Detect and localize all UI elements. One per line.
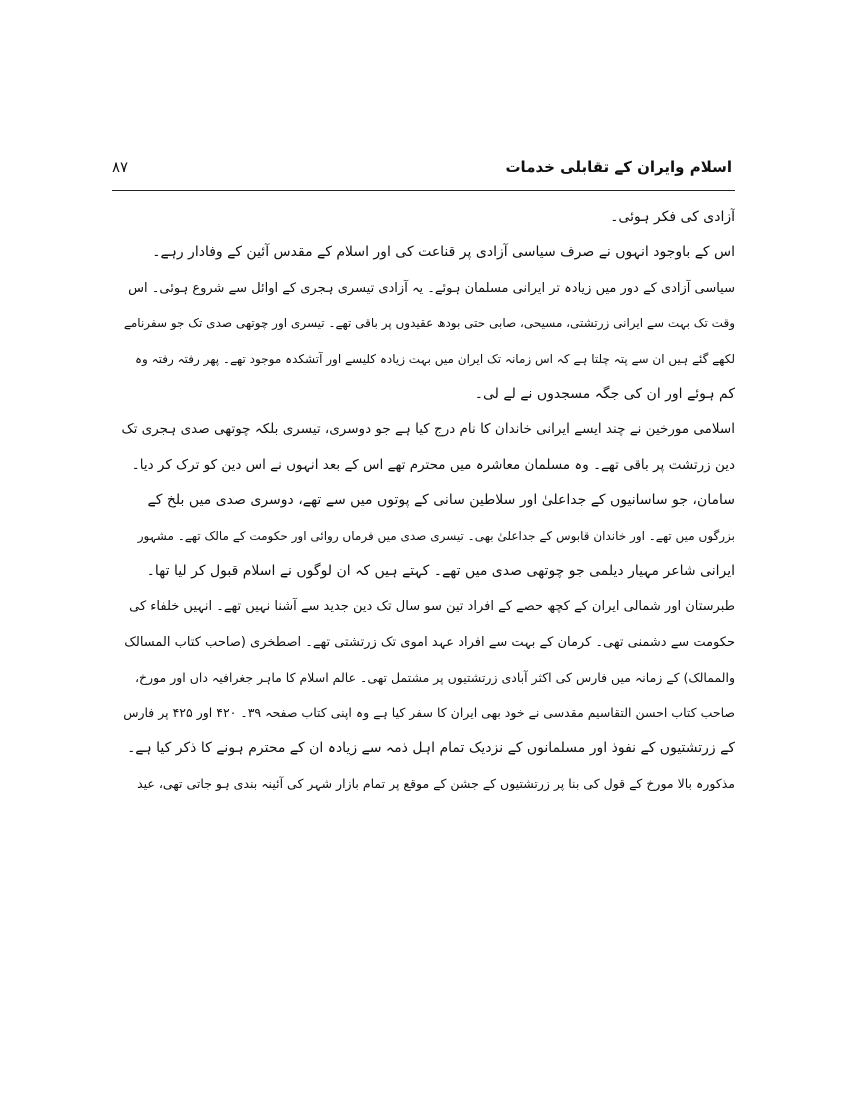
text-line: اس کے باوجود انہوں نے صرف سیاسی آزادی پر قناعت کی اور اسلام کے مقدس آئین کے وفادار رہے۔ — [152, 244, 735, 261]
text-line: مذکورہ بالا مورخ کے قول کی بنا پر زرتشتیوں کے جشن کے موقع پر تمام بازار شہر کی آئینہ بندی ہو جاتی تھی، عید — [137, 776, 735, 792]
header-rule — [112, 190, 735, 191]
page-number: ۸۷ — [112, 158, 129, 176]
body-text — [118, 200, 735, 802]
text-line: والممالک) کے زمانہ میں فارس کی اکثر آبادی زرتشتیوں پر مشتمل تھی۔ عالم اسلام کا ماہر جغرافیہ داں اور مورخ، — [134, 670, 735, 686]
text-line: اسلامی مورخین نے چند ایسے ایرانی خاندان کا نام درج کیا ہے جو دوسری، تیسری بلکہ چوتھی صدی ہجری تک — [121, 421, 735, 438]
text-line: لکھے گئے ہیں ان سے پتہ چلتا ہے کہ اس زمانہ تک ایران میں بہت زیادہ کلیسے اور آتشکدہ موجود تھے۔ پھر رفتہ رفتہ وہ — [134, 351, 735, 366]
text-line: طبرستان اور شمالی ایران کے کچھ حصے کے افراد تین سو سال تک دین جدید سے آشنا نہیں تھے۔ انہیں خلفاء کی — [129, 599, 735, 615]
text-line: سامان، جو ساسانیوں کے جداعلیٰ اور سلاطین سانی کے پوتوں میں سے تھے، دوسری صدی میں بلخ کے — [147, 492, 735, 509]
text-line: دین زرتشت پر باقی تھے۔ وہ مسلمان معاشرہ میں محترم تھے اس کے بعد انہوں نے اس دین کو ترک کر دیا۔ — [131, 456, 735, 473]
text-line: آزادی کی فکر ہوئی۔ — [610, 209, 735, 225]
text-line: ایرانی شاعر مہیار دیلمی جو چوتھی صدی میں تھے۔ کہتے ہیں کہ ان لوگوں نے اسلام قبول کر لیا تھا۔ — [146, 562, 735, 579]
text-line: حکومت سے دشمنی تھی۔ کرمان کے بہت سے افراد عہد اموی تک زرتشتی تھے۔ اصطخری (صاحب کتاب المسالک — [124, 634, 735, 650]
text-line: بزرگوں میں تھے۔ اور خاندان قابوس کے جداعلیٰ بھی۔ تیسری صدی میں فرماں روائی اور حکومت کے مالک تھے۔ مشہور — [137, 528, 735, 543]
text-line: کے زرتشتیوں کے نفوذ اور مسلمانوں کے نزدیک تمام اہل ذمہ سے زیادہ ان کے محترم ہونے کا ذکر کیا ہے۔ — [127, 739, 735, 756]
running-title: اسلام وایران کے تقابلی خدمات — [505, 158, 732, 176]
text-line: کم ہوئے اور ان کی جگہ مسجدوں نے لے لی۔ — [474, 385, 735, 402]
text-line: صاحب کتاب احسن التقاسیم مقدسی نے خود بھی ایران کا سفر کیا ہے وہ اپنی کتاب صفحہ ۳۹۔ ۴۲۰ اور ۴۲۵ پر فارس — [123, 705, 735, 721]
text-line: سیاسی آزادی کے دور میں زیادہ تر ایرانی مسلمان ہوئے۔ یہ آزادی تیسری ہجری کے اوائل سے شروع ہوئی۔ اس — [128, 280, 735, 296]
text-line: وقت تک بہت سے ایرانی زرتشتی، مسیحی، صابی حتی بودھ عقیدوں پر باقی تھے۔ تیسری اور چوتھی صدی تک جو سفرنامے — [123, 316, 735, 331]
page-header — [112, 158, 732, 184]
